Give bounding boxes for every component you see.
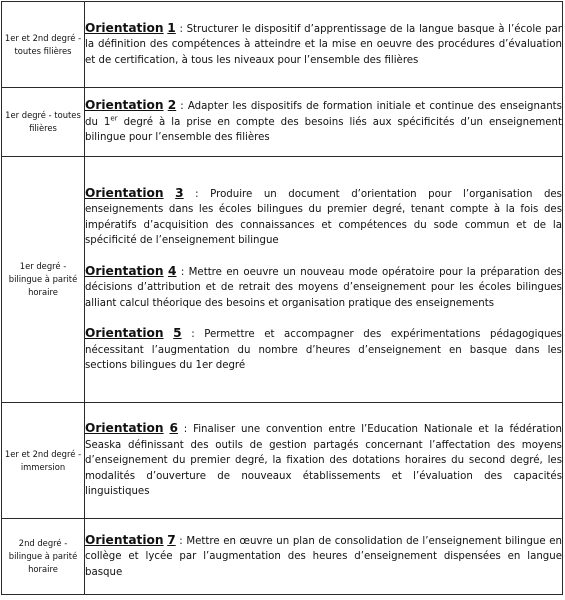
orientation-text: : Mettre en œuvre un plan de consolidation de l’enseignement bilingue en collège et lycée par l’augmentation des heures d’enseignement dispensées en langue basque (85, 535, 562, 578)
orientation-text: : Structurer le dispositif d’apprentissage de la langue basque à l’école par la définition des compétences à atteindre et la mise en oeuvre des procédures d’évaluation et de certification, à tous les niveaux pour l’ensemble des filières (85, 23, 562, 66)
orientation-3 (85, 186, 562, 249)
orientation-7 (85, 533, 562, 581)
orientation-cell (85, 403, 563, 519)
orientation-text: : Mettre en oeuvre un nouveau mode opératoire pour la préparation des décisions d’attribution et de retrait des moyens d’enseignement pour les écoles bilingues alliant calcul théorique des besoins et organisation pratique des enseignements (85, 266, 562, 309)
orientation-number: 3 (175, 185, 184, 200)
orientation-cell (85, 157, 563, 403)
orientation-text: : Adapter les dispositifs de formation initiale et continue des enseignants du 1 (85, 101, 562, 128)
orientation-label: Orientation (85, 185, 164, 200)
orientation-number: 1 (167, 20, 176, 35)
table-row (2, 519, 563, 595)
table-row (2, 88, 563, 157)
orientation-cell (85, 88, 563, 157)
orientation-label: Orientation (85, 532, 164, 547)
level-cell: 1er degré - toutes filières (2, 88, 85, 157)
table-row (2, 2, 563, 88)
orientation-1 (85, 21, 562, 69)
orientation-6 (85, 421, 562, 500)
orientation-text: : Permettre et accompagner des expérimentations pédagogiques nécessitant l’augmentation du nombre d’heures d’enseignement en basque dans les sections bilingues du 1er degré (85, 329, 562, 371)
orientation-text: degré à la prise en compte des besoins liés aux spécificités d’un enseignement bilingue pour l’ensemble des filières (85, 116, 562, 144)
orientation-label: Orientation (85, 263, 164, 278)
orientation-cell (85, 519, 563, 595)
orientation-number: 7 (167, 532, 176, 547)
orientation-text: : Produire un document d’orientation pour l’organisation des enseignements dans les écoles bilingues du premier degré, tenant compte à la fois des impératifs d’acquisition des connaissances et compétences du sode commun et de la spécificité de l’enseignement bilingue (85, 188, 562, 246)
orientations-table (1, 1, 563, 595)
orientation-number: 6 (169, 421, 178, 436)
orientation-label: Orientation (85, 421, 164, 436)
orientation-text: : Finaliser une convention entre l’Education Nationale et la fédération Seaska définissant des outils de gestion partagés concernant l’affectation des moyens d’enseignement du premier degré, la fixation des dotations horaires du second degré, les modalités d’ouverture de nouveaux établissements et l’évaluation des capacités linguistiques (85, 424, 562, 498)
orientation-number: 2 (167, 98, 177, 113)
level-cell: 1er et 2nd degré - toutes filières (2, 2, 85, 88)
orientation-number: 5 (173, 326, 182, 340)
orientation-5 (85, 326, 562, 374)
orientation-2 (85, 98, 562, 146)
orientation-label: Orientation (85, 98, 164, 113)
orientation-label: Orientation (85, 326, 164, 340)
level-cell: 1er et 2nd degré - immersion (2, 403, 85, 519)
orientation-label: Orientation (85, 20, 164, 35)
orientation-number: 4 (167, 263, 177, 278)
table-row (2, 157, 563, 403)
orientation-superscript: er (110, 114, 118, 123)
table-row (2, 403, 563, 519)
orientation-4 (85, 264, 562, 312)
orientation-cell (85, 2, 563, 88)
level-cell: 2nd degré - bilingue à parité horaire (2, 519, 85, 595)
level-cell: 1er degré - bilingue à parité horaire (2, 157, 85, 403)
